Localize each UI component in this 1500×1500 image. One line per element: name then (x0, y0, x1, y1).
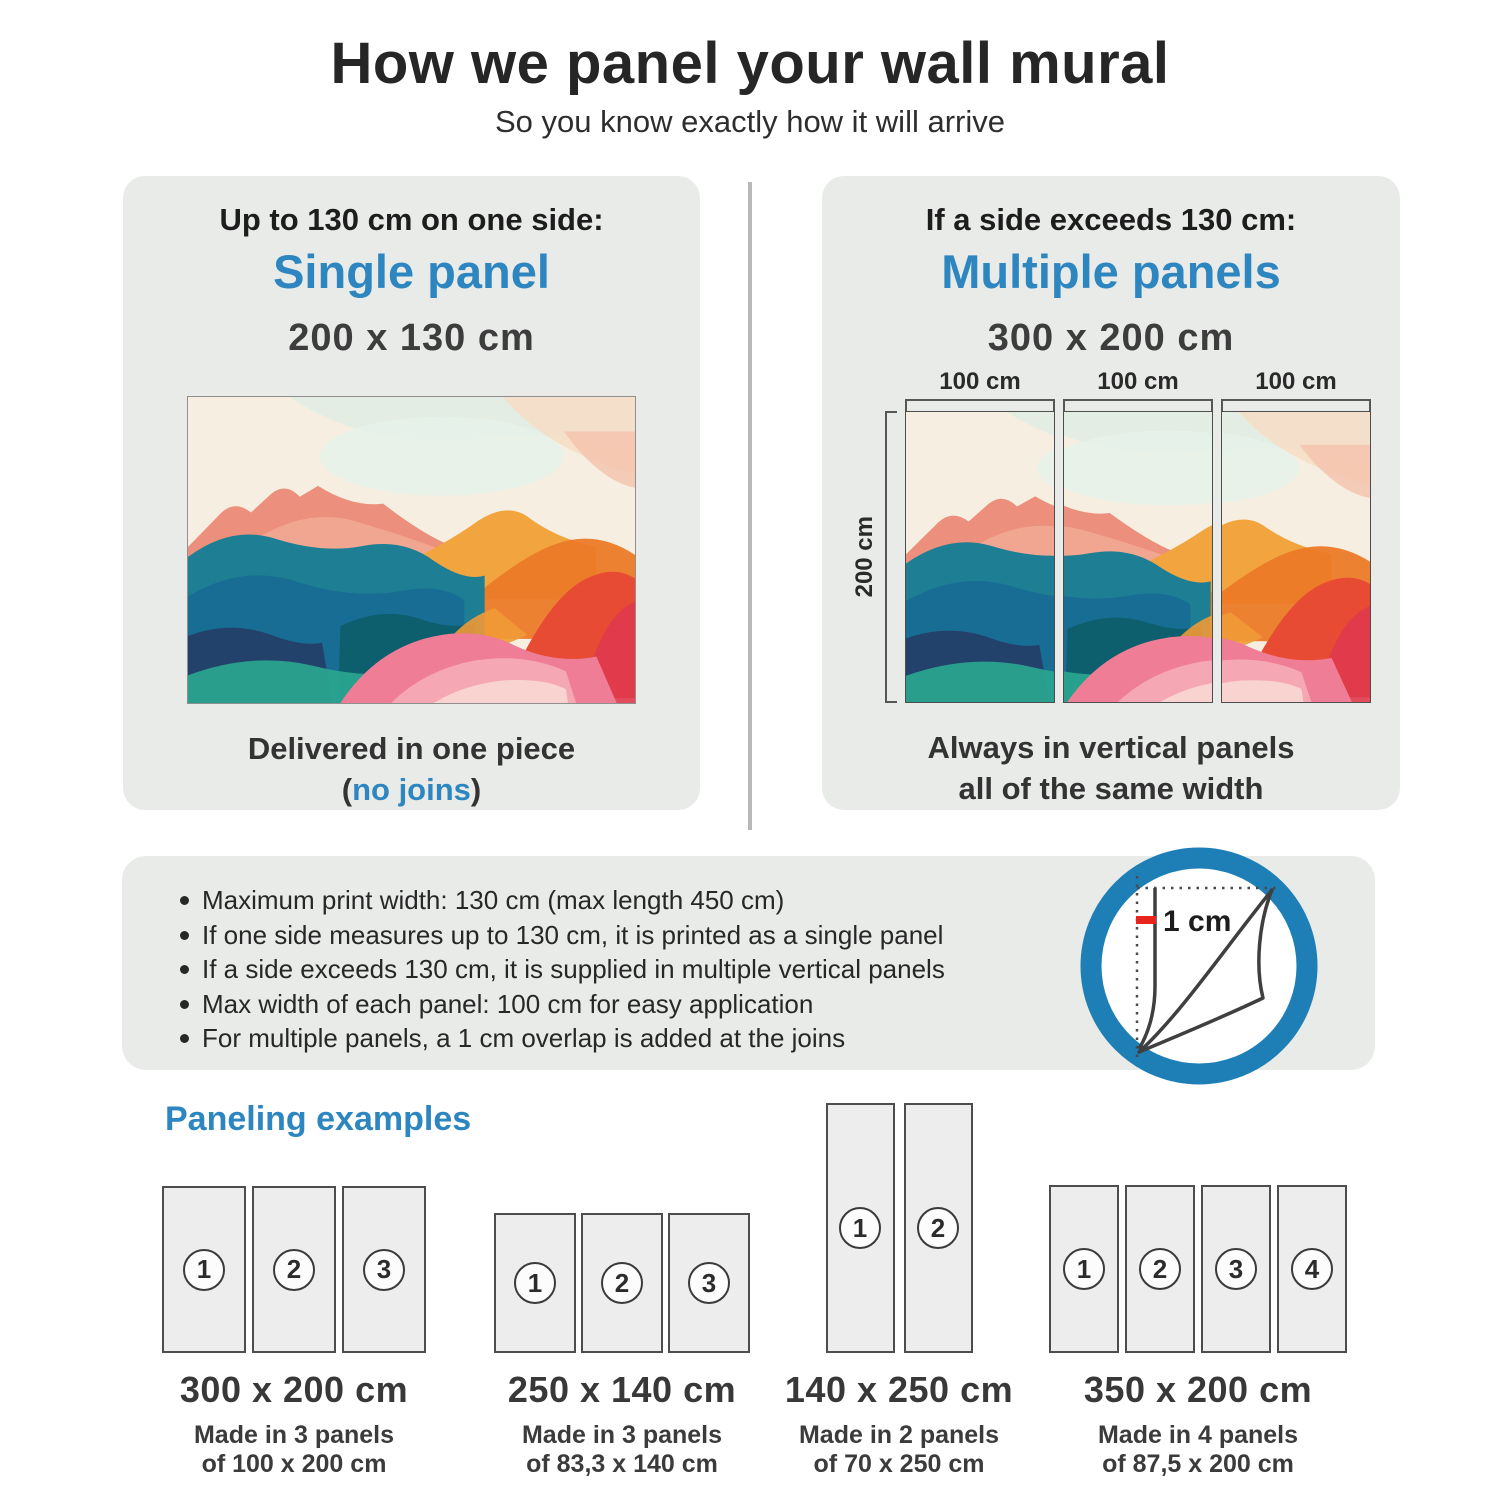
multiple-panels-size: 300 x 200 cm (987, 317, 1235, 359)
panel-number-badge: 1 (1063, 1248, 1105, 1290)
panel-number-badge: 2 (273, 1249, 315, 1291)
height-label: 200 cm (851, 516, 878, 598)
mural-panel-1 (905, 411, 1055, 703)
example-line1: Made in 2 panels (798, 1421, 1000, 1449)
single-panel-footer-line2 (248, 769, 575, 810)
multiple-panels-footer-line1: Always in vertical panels (927, 730, 1295, 765)
example-description (1098, 1421, 1298, 1479)
example-panel (1049, 1185, 1119, 1353)
page-subtitle: So you know exactly how it will arrive (495, 104, 1005, 139)
paren-close: ) (470, 772, 482, 807)
mural-panels-row (905, 411, 1371, 703)
width-label-3: 100 cm (1255, 368, 1337, 395)
example-size: 300 x 200 cm (179, 1369, 409, 1410)
panel-number-badge: 1 (183, 1249, 225, 1291)
example-panels (162, 1100, 426, 1353)
height-measure-bracket (885, 411, 897, 703)
example-line1: Made in 3 panels (193, 1421, 395, 1449)
example-line2: of 83,3 x 140 cm (526, 1450, 718, 1478)
example-panel (826, 1103, 895, 1353)
single-panel-condition: Up to 130 cm on one side: (219, 202, 604, 237)
overlap-measure-label: 1 cm (1163, 905, 1232, 938)
panel-number-badge: 2 (917, 1207, 959, 1249)
panel-number-badge: 3 (1215, 1248, 1257, 1290)
panel-number-badge: 3 (363, 1249, 405, 1291)
example-panel (252, 1186, 336, 1353)
example-description (799, 1421, 999, 1479)
example-250x140 (457, 1100, 787, 1479)
example-300x200 (129, 1100, 459, 1479)
width-label-cell (1063, 368, 1213, 411)
single-panel-footer (248, 728, 575, 810)
example-panel (342, 1186, 426, 1353)
panel-number-badge: 3 (688, 1262, 730, 1304)
example-panel (668, 1213, 750, 1353)
width-label-cell (1221, 368, 1371, 411)
panel-number-badge: 2 (1139, 1248, 1181, 1290)
example-description (522, 1421, 722, 1479)
info-bullet-4: Max width of each panel: 100 cm for easy application (174, 987, 1375, 1022)
width-label-2: 100 cm (1097, 368, 1179, 395)
example-panel (494, 1213, 576, 1353)
example-line2: of 87,5 x 200 cm (1102, 1450, 1294, 1478)
mural-panel-3 (1221, 411, 1371, 703)
overlap-corner-icon (1079, 846, 1319, 1086)
width-measure-bracket (1063, 399, 1213, 411)
example-line2: of 100 x 200 cm (201, 1450, 387, 1478)
page-title: How we panel your wall mural (330, 31, 1170, 96)
mural-preview-single (187, 396, 636, 704)
width-labels-row (905, 368, 1371, 411)
info-bullet-2: If one side measures up to 130 cm, it is printed as a single panel (174, 918, 1375, 953)
width-label-1: 100 cm (939, 368, 1021, 395)
multi-panel-diagram (851, 368, 1371, 703)
single-panel-size: 200 x 130 cm (288, 317, 535, 359)
paren-open: ( (341, 772, 353, 807)
multiple-panels-condition: If a side exceeds 130 cm: (925, 202, 1297, 237)
single-panel-footer-line1: Delivered in one piece (247, 731, 576, 766)
example-panels (494, 1100, 750, 1353)
example-panel (162, 1186, 246, 1353)
example-panel (581, 1213, 663, 1353)
example-size: 350 x 200 cm (1083, 1369, 1313, 1410)
panel-number-badge: 2 (601, 1262, 643, 1304)
panel-number-badge: 1 (839, 1207, 881, 1249)
multiple-panels-footer-line2: all of the same width (958, 771, 1264, 806)
example-panel (904, 1103, 973, 1353)
cards-divider (748, 182, 752, 830)
example-panel (1125, 1185, 1195, 1353)
example-size: 140 x 250 cm (784, 1369, 1014, 1410)
example-panels (826, 1100, 973, 1353)
panel-number-badge: 1 (514, 1262, 556, 1304)
example-line1: Made in 4 panels (1097, 1421, 1299, 1449)
multiple-panels-footer (927, 727, 1294, 809)
info-bullet-1: Maximum print width: 130 cm (max length 450 cm) (174, 883, 1375, 918)
no-joins-highlight: no joins (352, 772, 471, 807)
width-measure-bracket (1221, 399, 1371, 411)
mural-panel-2 (1063, 411, 1213, 703)
info-bullet-5: For multiple panels, a 1 cm overlap is added at the joins (174, 1021, 1375, 1056)
multiple-panels-title: Multiple panels (941, 245, 1281, 298)
example-140x250 (769, 1100, 1029, 1479)
single-panel-card (123, 176, 700, 810)
width-measure-bracket (905, 399, 1055, 411)
width-label-cell (905, 368, 1055, 411)
info-bullet-3: If a side exceeds 130 cm, it is supplied in multiple vertical panels (174, 952, 1375, 987)
example-line1: Made in 3 panels (521, 1421, 723, 1449)
example-350x200 (1023, 1100, 1373, 1479)
multiple-panels-card (822, 176, 1400, 810)
example-panel (1277, 1185, 1347, 1353)
single-panel-title: Single panel (273, 245, 550, 298)
height-label-column (851, 411, 897, 703)
panel-number-badge: 4 (1291, 1248, 1333, 1290)
examples-heading: Paneling examples (165, 1100, 472, 1138)
info-bar (122, 856, 1375, 1070)
example-panel (1201, 1185, 1271, 1353)
example-size: 250 x 140 cm (507, 1369, 737, 1410)
example-panels (1049, 1100, 1347, 1353)
example-line2: of 70 x 250 cm (813, 1450, 985, 1478)
example-description (194, 1421, 394, 1479)
